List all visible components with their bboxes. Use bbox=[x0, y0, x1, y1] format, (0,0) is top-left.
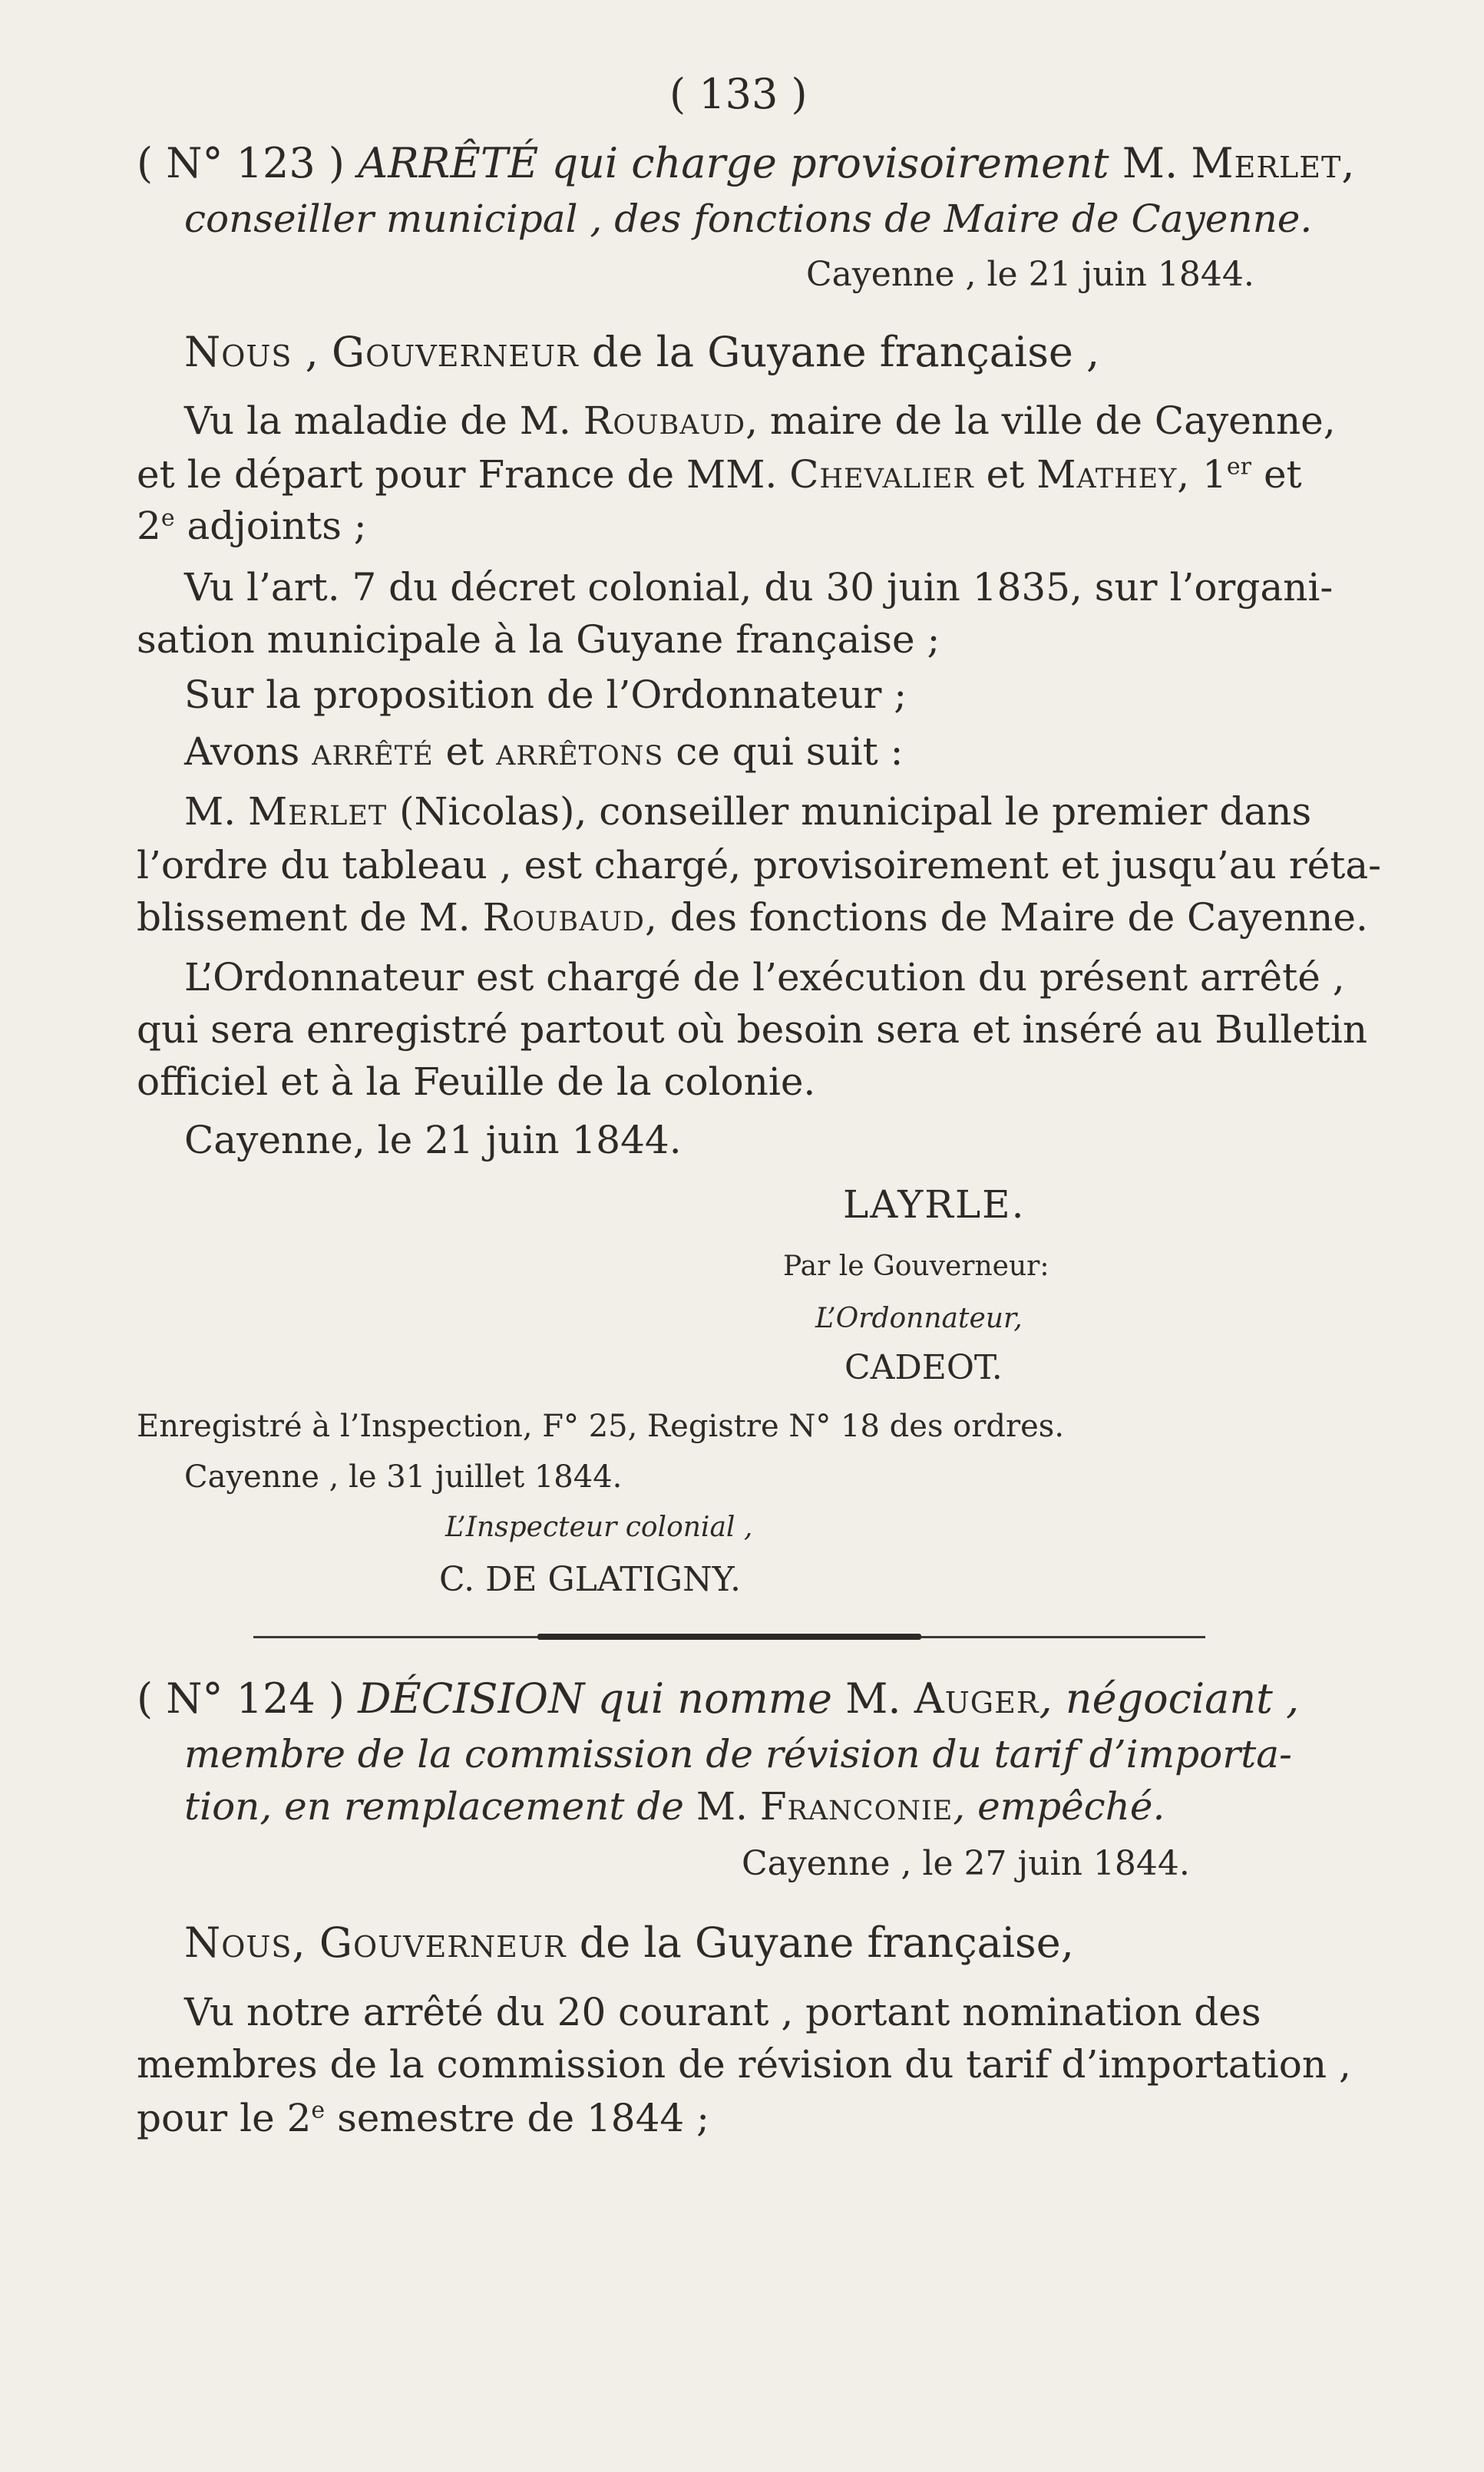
paragraph-line: Vu notre arrêté du 20 courant , portant nomination des bbox=[184, 1990, 1261, 2034]
act-124-heading: ( N° 124 ) DÉCISION qui nomme M. Auger, négociant , bbox=[137, 1674, 1300, 1723]
paragraph-line: L’Ordonnateur est chargé de l’exécution du présent arrêté , bbox=[184, 955, 1345, 1000]
paragraph-line: officiel et à la Feuille de la colonie. bbox=[137, 1059, 816, 1104]
paragraph-line: M. Merlet (Nicolas), conseiller municipal le premier dans bbox=[184, 789, 1312, 834]
person-name: Merlet, bbox=[1191, 139, 1356, 187]
act-number: ( N° 124 ) bbox=[137, 1674, 345, 1723]
act-type: ARRÊTÉ bbox=[358, 139, 539, 187]
signature-governor: LAYRLE. bbox=[843, 1182, 1026, 1227]
act-123-date: Cayenne , le 21 juin 1844. bbox=[806, 255, 1254, 294]
by-order-line: Par le Gouverneur: bbox=[783, 1251, 1049, 1282]
signature-inspector: C. DE GLATIGNY. bbox=[439, 1560, 741, 1599]
section-divider-center bbox=[537, 1634, 921, 1640]
paragraph-line: sation municipale à la Guyane française ; bbox=[137, 617, 940, 662]
paragraph-line: qui sera enregistré partout où besoin sera et inséré au Bulletin bbox=[137, 1007, 1368, 1052]
signatory-title: L’Ordonnateur, bbox=[815, 1303, 1023, 1334]
paragraph-line: et le départ pour France de MM. Chevalier et Mathey, 1er et bbox=[137, 452, 1302, 497]
signature-ordonnateur: CADEOT. bbox=[844, 1348, 1003, 1387]
act-123-heading: ( N° 123 ) ARRÊTÉ qui charge provisoirement M. Merlet, bbox=[137, 139, 1356, 187]
paragraph-line: Cayenne, le 21 juin 1844. bbox=[184, 1118, 682, 1162]
act-124-heading-cont: tion, en remplacement de M. Franconie, empêché. bbox=[184, 1784, 1165, 1829]
act-123-preamble: Nous , Gouverneur de la Guyane française , bbox=[184, 328, 1100, 376]
registration-line: Enregistré à l’Inspection, F° 25, Registre N° 18 des ordres. bbox=[137, 1409, 1065, 1444]
page-number: ( 133 ) bbox=[669, 70, 808, 118]
act-number: ( N° 123 ) bbox=[137, 139, 345, 187]
paragraph-line: Avons arrêté et arrêtons ce qui suit : bbox=[184, 729, 904, 774]
act-124-date: Cayenne , le 27 juin 1844. bbox=[742, 1844, 1190, 1883]
paragraph-line: Sur la proposition de l’Ordonnateur ; bbox=[184, 673, 907, 717]
paragraph-line: Vu l’art. 7 du décret colonial, du 30 juin 1835, sur l’organi- bbox=[184, 565, 1334, 610]
paragraph-line: l’ordre du tableau , est chargé, provisoirement et jusqu’au réta- bbox=[137, 843, 1382, 887]
act-type: DÉCISION bbox=[358, 1674, 585, 1723]
registration-date: Cayenne , le 31 juillet 1844. bbox=[184, 1459, 623, 1495]
act-123-heading-cont: conseiller municipal , des fonctions de Maire de Cayenne. bbox=[184, 197, 1313, 241]
paragraph-line: Vu la maladie de M. Roubaud, maire de la ville de Cayenne, bbox=[184, 398, 1336, 443]
act-124-preamble: Nous, Gouverneur de la Guyane française, bbox=[184, 1918, 1074, 1967]
paragraph-line: 2e adjoints ; bbox=[137, 504, 367, 548]
inspector-title: L’Inspecteur colonial , bbox=[445, 1512, 753, 1543]
paragraph-line: blissement de M. Roubaud, des fonctions de Maire de Cayenne. bbox=[137, 895, 1368, 940]
paragraph-line: membres de la commission de révision du tarif d’importation , bbox=[137, 2042, 1351, 2087]
paragraph-line: pour le 2e semestre de 1844 ; bbox=[137, 2096, 709, 2140]
person-name: Auger bbox=[914, 1674, 1039, 1723]
act-124-heading-cont: membre de la commission de révision du tarif d’importa- bbox=[184, 1732, 1292, 1776]
